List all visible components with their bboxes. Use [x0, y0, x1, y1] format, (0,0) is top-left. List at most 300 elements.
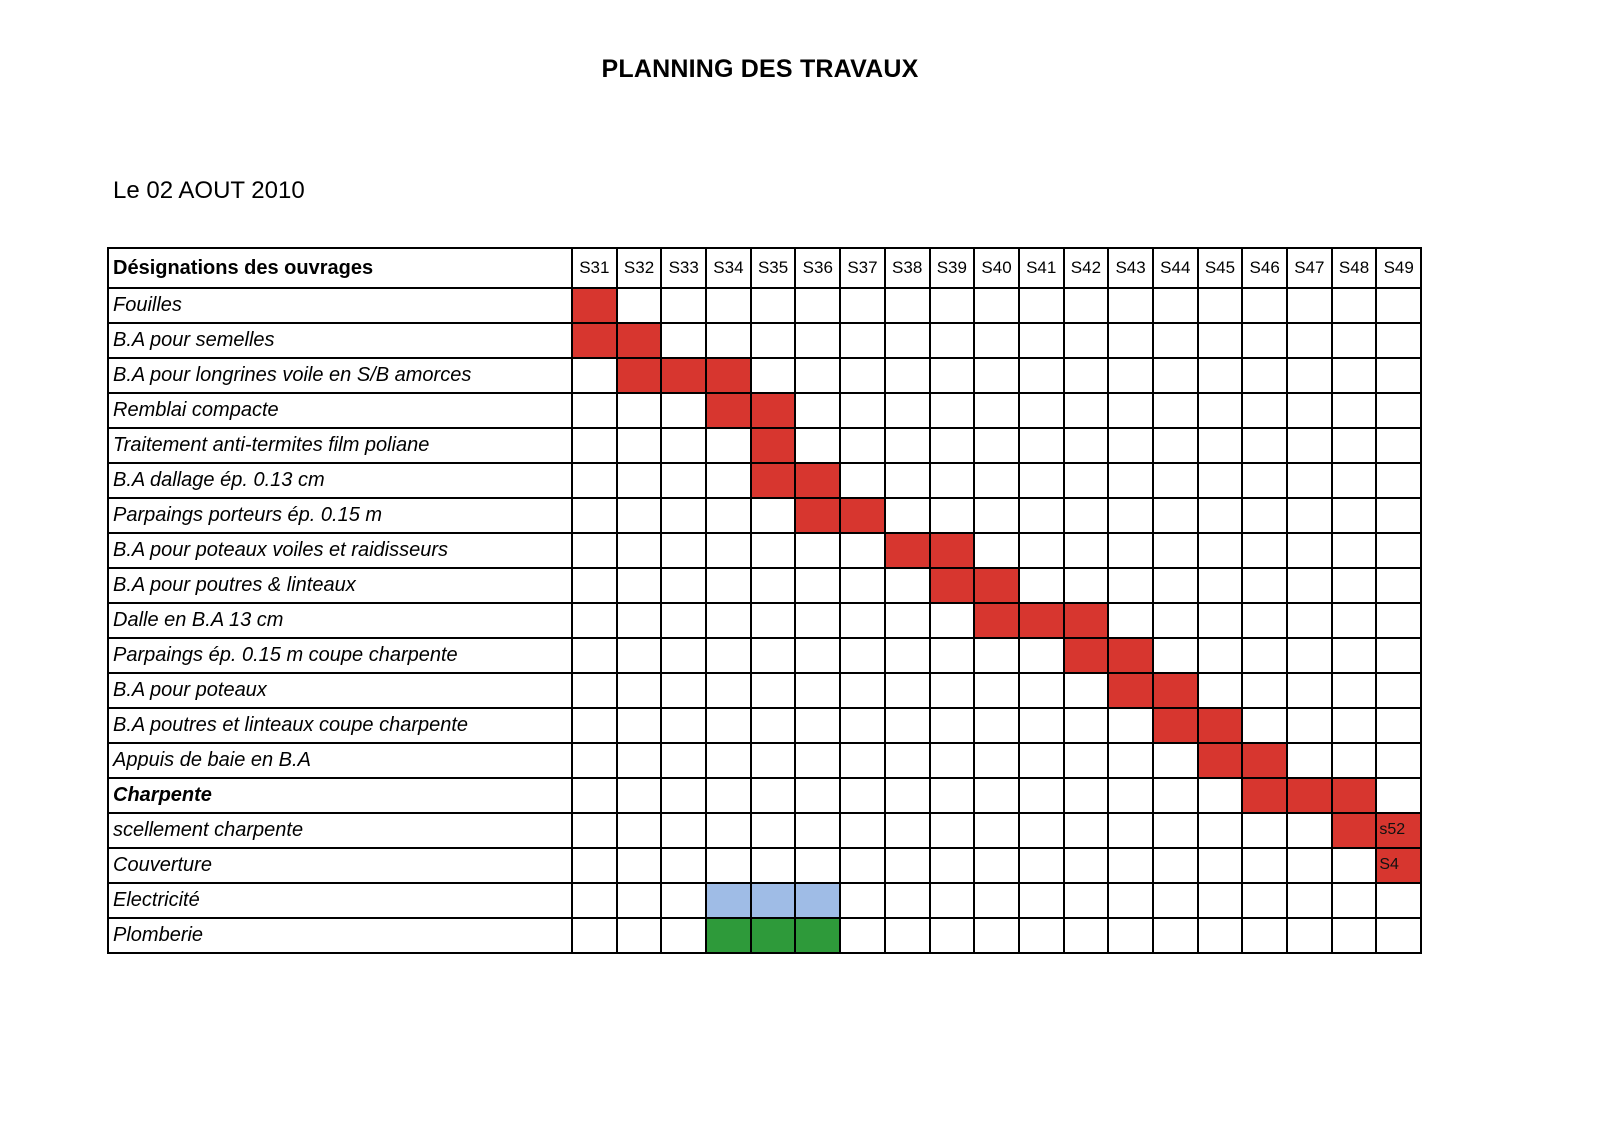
gantt-empty-cell-s49: [1376, 603, 1421, 638]
table-row: [108, 463, 1421, 498]
gantt-empty-cell-s48: [1332, 358, 1377, 393]
gantt-empty-cell-s42: [1064, 533, 1109, 568]
table-row: [108, 533, 1421, 568]
gantt-empty-cell-s33: [661, 813, 706, 848]
gantt-bar-cell-s38: [885, 533, 930, 568]
gantt-empty-cell-s38: [885, 288, 930, 323]
gantt-empty-cell-s39: [930, 603, 975, 638]
gantt-empty-cell-s42: [1064, 428, 1109, 463]
gantt-empty-cell-s32: [617, 743, 662, 778]
gantt-empty-cell-s39: [930, 708, 975, 743]
gantt-empty-cell-s43: [1108, 358, 1153, 393]
table-row: [108, 708, 1421, 743]
header-label: Désignations des ouvrages: [108, 248, 572, 288]
gantt-empty-cell-s48: [1332, 848, 1377, 883]
gantt-empty-cell-s45: [1198, 393, 1243, 428]
gantt-empty-cell-s38: [885, 813, 930, 848]
gantt-empty-cell-s36: [795, 638, 840, 673]
gantt-empty-cell-s32: [617, 918, 662, 953]
gantt-empty-cell-s37: [840, 358, 885, 393]
gantt-empty-cell-s38: [885, 673, 930, 708]
gantt-empty-cell-s38: [885, 428, 930, 463]
gantt-empty-cell-s32: [617, 813, 662, 848]
gantt-empty-cell-s42: [1064, 463, 1109, 498]
planning-table-body: [108, 248, 1421, 953]
week-header-s44: S44: [1153, 248, 1198, 288]
gantt-empty-cell-s33: [661, 463, 706, 498]
gantt-bar-cell-s43: [1108, 673, 1153, 708]
gantt-empty-cell-s44: [1153, 778, 1198, 813]
gantt-empty-cell-s37: [840, 533, 885, 568]
gantt-empty-cell-s31: [572, 848, 617, 883]
gantt-empty-cell-s32: [617, 848, 662, 883]
gantt-empty-cell-s48: [1332, 708, 1377, 743]
gantt-empty-cell-s32: [617, 638, 662, 673]
gantt-bar-cell-s35: [751, 918, 796, 953]
week-header-s48: S48: [1332, 248, 1377, 288]
gantt-empty-cell-s33: [661, 323, 706, 358]
gantt-empty-cell-s39: [930, 428, 975, 463]
gantt-empty-cell-s35: [751, 358, 796, 393]
gantt-empty-cell-s45: [1198, 778, 1243, 813]
gantt-bar-cell-s39: [930, 533, 975, 568]
gantt-empty-cell-s43: [1108, 428, 1153, 463]
gantt-empty-cell-s47: [1287, 358, 1332, 393]
gantt-empty-cell-s34: [706, 533, 751, 568]
gantt-empty-cell-s46: [1242, 918, 1287, 953]
planning-table: [107, 247, 1422, 954]
table-header-row: [108, 248, 1421, 288]
document-title: PLANNING DES TRAVAUX: [601, 55, 919, 83]
gantt-empty-cell-s44: [1153, 533, 1198, 568]
week-header-s31: S31: [572, 248, 617, 288]
gantt-empty-cell-s38: [885, 463, 930, 498]
gantt-empty-cell-s49: [1376, 288, 1421, 323]
gantt-empty-cell-s33: [661, 428, 706, 463]
gantt-empty-cell-s37: [840, 708, 885, 743]
gantt-bar-cell-s46: [1242, 778, 1287, 813]
gantt-empty-cell-s45: [1198, 918, 1243, 953]
gantt-empty-cell-s45: [1198, 463, 1243, 498]
gantt-empty-cell-s35: [751, 778, 796, 813]
gantt-empty-cell-s36: [795, 323, 840, 358]
gantt-empty-cell-s32: [617, 603, 662, 638]
task-label: B.A pour poutres & linteaux: [108, 568, 572, 603]
gantt-empty-cell-s31: [572, 918, 617, 953]
gantt-bar-cell-s40: [974, 603, 1019, 638]
gantt-empty-cell-s40: [974, 883, 1019, 918]
gantt-bar-cell-s35: [751, 883, 796, 918]
gantt-empty-cell-s43: [1108, 463, 1153, 498]
table-row: [108, 498, 1421, 533]
gantt-empty-cell-s45: [1198, 288, 1243, 323]
task-label: Parpaings ép. 0.15 m coupe charpente: [108, 638, 572, 673]
task-label: scellement charpente: [108, 813, 572, 848]
gantt-empty-cell-s35: [751, 673, 796, 708]
gantt-empty-cell-s47: [1287, 743, 1332, 778]
gantt-empty-cell-s46: [1242, 813, 1287, 848]
gantt-empty-cell-s49: [1376, 918, 1421, 953]
gantt-empty-cell-s31: [572, 358, 617, 393]
gantt-empty-cell-s39: [930, 673, 975, 708]
gantt-bar-cell-s34: [706, 918, 751, 953]
gantt-empty-cell-s35: [751, 813, 796, 848]
gantt-empty-cell-s49: [1376, 778, 1421, 813]
gantt-empty-cell-s43: [1108, 813, 1153, 848]
gantt-empty-cell-s47: [1287, 498, 1332, 533]
task-label: Plomberie: [108, 918, 572, 953]
gantt-empty-cell-s41: [1019, 708, 1064, 743]
gantt-empty-cell-s49: [1376, 673, 1421, 708]
gantt-empty-cell-s38: [885, 778, 930, 813]
gantt-empty-cell-s44: [1153, 428, 1198, 463]
gantt-empty-cell-s38: [885, 498, 930, 533]
gantt-empty-cell-s43: [1108, 393, 1153, 428]
gantt-empty-cell-s46: [1242, 393, 1287, 428]
gantt-empty-cell-s40: [974, 358, 1019, 393]
gantt-empty-cell-s43: [1108, 288, 1153, 323]
week-header-s46: S46: [1242, 248, 1287, 288]
gantt-empty-cell-s42: [1064, 778, 1109, 813]
gantt-empty-cell-s45: [1198, 428, 1243, 463]
gantt-bar-cell-s43: [1108, 638, 1153, 673]
table-row: [108, 288, 1421, 323]
document-date: Le 02 AOUT 2010: [113, 177, 305, 204]
gantt-empty-cell-s38: [885, 603, 930, 638]
gantt-empty-cell-s40: [974, 778, 1019, 813]
gantt-empty-cell-s49: [1376, 323, 1421, 358]
gantt-empty-cell-s45: [1198, 568, 1243, 603]
table-row: [108, 813, 1421, 848]
week-header-s42: S42: [1064, 248, 1109, 288]
gantt-empty-cell-s34: [706, 673, 751, 708]
gantt-empty-cell-s47: [1287, 288, 1332, 323]
gantt-empty-cell-s34: [706, 708, 751, 743]
gantt-empty-cell-s42: [1064, 708, 1109, 743]
week-header-s34: S34: [706, 248, 751, 288]
gantt-empty-cell-s35: [751, 288, 796, 323]
gantt-empty-cell-s44: [1153, 358, 1198, 393]
gantt-empty-cell-s42: [1064, 848, 1109, 883]
gantt-empty-cell-s38: [885, 568, 930, 603]
gantt-empty-cell-s45: [1198, 848, 1243, 883]
gantt-empty-cell-s46: [1242, 673, 1287, 708]
gantt-empty-cell-s49: [1376, 708, 1421, 743]
gantt-bar-cell-s47: [1287, 778, 1332, 813]
gantt-empty-cell-s36: [795, 708, 840, 743]
week-header-s32: S32: [617, 248, 662, 288]
table-row: [108, 393, 1421, 428]
task-label: Fouilles: [108, 288, 572, 323]
gantt-empty-cell-s34: [706, 813, 751, 848]
gantt-empty-cell-s35: [751, 708, 796, 743]
gantt-empty-cell-s46: [1242, 498, 1287, 533]
gantt-empty-cell-s36: [795, 813, 840, 848]
gantt-empty-cell-s45: [1198, 813, 1243, 848]
gantt-empty-cell-s42: [1064, 673, 1109, 708]
table-row: [108, 918, 1421, 953]
gantt-empty-cell-s40: [974, 288, 1019, 323]
gantt-empty-cell-s34: [706, 288, 751, 323]
gantt-empty-cell-s42: [1064, 288, 1109, 323]
gantt-empty-cell-s46: [1242, 848, 1287, 883]
gantt-empty-cell-s44: [1153, 393, 1198, 428]
gantt-empty-cell-s40: [974, 463, 1019, 498]
week-header-s45: S45: [1198, 248, 1243, 288]
task-label: B.A dallage ép. 0.13 cm: [108, 463, 572, 498]
task-label: B.A pour poteaux voiles et raidisseurs: [108, 533, 572, 568]
gantt-empty-cell-s40: [974, 918, 1019, 953]
gantt-empty-cell-s35: [751, 603, 796, 638]
gantt-empty-cell-s46: [1242, 603, 1287, 638]
task-label: Appuis de baie en B.A: [108, 743, 572, 778]
gantt-empty-cell-s37: [840, 848, 885, 883]
gantt-empty-cell-s37: [840, 813, 885, 848]
gantt-empty-cell-s37: [840, 638, 885, 673]
gantt-empty-cell-s32: [617, 708, 662, 743]
gantt-bar-cell-s31: [572, 288, 617, 323]
gantt-empty-cell-s36: [795, 848, 840, 883]
gantt-empty-cell-s49: [1376, 638, 1421, 673]
task-label: Charpente: [108, 778, 572, 813]
gantt-empty-cell-s44: [1153, 568, 1198, 603]
gantt-empty-cell-s39: [930, 778, 975, 813]
gantt-empty-cell-s31: [572, 638, 617, 673]
gantt-empty-cell-s32: [617, 463, 662, 498]
task-label: Parpaings porteurs ép. 0.15 m: [108, 498, 572, 533]
gantt-empty-cell-s47: [1287, 428, 1332, 463]
gantt-empty-cell-s43: [1108, 883, 1153, 918]
gantt-empty-cell-s45: [1198, 673, 1243, 708]
gantt-empty-cell-s45: [1198, 498, 1243, 533]
week-header-s35: S35: [751, 248, 796, 288]
gantt-bar-cell-s34: [706, 883, 751, 918]
gantt-empty-cell-s37: [840, 918, 885, 953]
gantt-empty-cell-s33: [661, 708, 706, 743]
gantt-empty-cell-s41: [1019, 743, 1064, 778]
gantt-empty-cell-s32: [617, 533, 662, 568]
gantt-empty-cell-s38: [885, 323, 930, 358]
gantt-empty-cell-s40: [974, 428, 1019, 463]
gantt-bar-cell-s42: [1064, 603, 1109, 638]
gantt-empty-cell-s48: [1332, 568, 1377, 603]
gantt-empty-cell-s39: [930, 638, 975, 673]
gantt-empty-cell-s39: [930, 813, 975, 848]
gantt-empty-cell-s38: [885, 638, 930, 673]
gantt-empty-cell-s41: [1019, 498, 1064, 533]
week-header-s43: S43: [1108, 248, 1153, 288]
gantt-empty-cell-s33: [661, 533, 706, 568]
gantt-empty-cell-s37: [840, 778, 885, 813]
gantt-bar-cell-s36: [795, 883, 840, 918]
gantt-empty-cell-s45: [1198, 533, 1243, 568]
gantt-bar-cell-s37: [840, 498, 885, 533]
gantt-empty-cell-s32: [617, 673, 662, 708]
gantt-empty-cell-s49: [1376, 568, 1421, 603]
gantt-empty-cell-s36: [795, 533, 840, 568]
gantt-empty-cell-s48: [1332, 288, 1377, 323]
gantt-empty-cell-s46: [1242, 568, 1287, 603]
gantt-empty-cell-s38: [885, 708, 930, 743]
gantt-empty-cell-s46: [1242, 358, 1287, 393]
table-row: [108, 743, 1421, 778]
gantt-empty-cell-s44: [1153, 603, 1198, 638]
gantt-empty-cell-s42: [1064, 568, 1109, 603]
gantt-empty-cell-s38: [885, 848, 930, 883]
gantt-empty-cell-s41: [1019, 813, 1064, 848]
gantt-empty-cell-s48: [1332, 918, 1377, 953]
gantt-empty-cell-s39: [930, 848, 975, 883]
gantt-empty-cell-s31: [572, 813, 617, 848]
gantt-empty-cell-s45: [1198, 358, 1243, 393]
gantt-empty-cell-s43: [1108, 778, 1153, 813]
gantt-empty-cell-s33: [661, 848, 706, 883]
week-header-s47: S47: [1287, 248, 1332, 288]
gantt-empty-cell-s34: [706, 428, 751, 463]
gantt-empty-cell-s31: [572, 568, 617, 603]
task-label: Traitement anti-termites film poliane: [108, 428, 572, 463]
gantt-empty-cell-s38: [885, 883, 930, 918]
gantt-bar-cell-s44: [1153, 673, 1198, 708]
week-header-s36: S36: [795, 248, 840, 288]
gantt-empty-cell-s36: [795, 778, 840, 813]
gantt-empty-cell-s42: [1064, 498, 1109, 533]
task-label: Couverture: [108, 848, 572, 883]
gantt-empty-cell-s33: [661, 498, 706, 533]
gantt-empty-cell-s47: [1287, 393, 1332, 428]
gantt-empty-cell-s42: [1064, 323, 1109, 358]
gantt-empty-cell-s44: [1153, 883, 1198, 918]
gantt-empty-cell-s40: [974, 498, 1019, 533]
gantt-empty-cell-s36: [795, 393, 840, 428]
gantt-empty-cell-s40: [974, 533, 1019, 568]
gantt-empty-cell-s48: [1332, 428, 1377, 463]
gantt-empty-cell-s45: [1198, 323, 1243, 358]
gantt-empty-cell-s47: [1287, 883, 1332, 918]
gantt-empty-cell-s39: [930, 743, 975, 778]
gantt-empty-cell-s43: [1108, 918, 1153, 953]
gantt-empty-cell-s35: [751, 568, 796, 603]
gantt-empty-cell-s39: [930, 463, 975, 498]
gantt-bar-cell-s44: [1153, 708, 1198, 743]
gantt-empty-cell-s41: [1019, 848, 1064, 883]
gantt-empty-cell-s46: [1242, 883, 1287, 918]
gantt-empty-cell-s35: [751, 498, 796, 533]
gantt-empty-cell-s32: [617, 288, 662, 323]
table-row: [108, 778, 1421, 813]
gantt-empty-cell-s33: [661, 673, 706, 708]
gantt-empty-cell-s32: [617, 428, 662, 463]
gantt-empty-cell-s32: [617, 883, 662, 918]
gantt-empty-cell-s48: [1332, 463, 1377, 498]
gantt-empty-cell-s38: [885, 743, 930, 778]
task-label: Remblai compacte: [108, 393, 572, 428]
gantt-empty-cell-s36: [795, 568, 840, 603]
gantt-empty-cell-s44: [1153, 498, 1198, 533]
week-header-s40: S40: [974, 248, 1019, 288]
table-row: [108, 323, 1421, 358]
gantt-bar-cell-s34: [706, 358, 751, 393]
gantt-empty-cell-s48: [1332, 498, 1377, 533]
gantt-bar-cell-s32: [617, 323, 662, 358]
gantt-empty-cell-s41: [1019, 428, 1064, 463]
gantt-empty-cell-s40: [974, 393, 1019, 428]
gantt-empty-cell-s47: [1287, 673, 1332, 708]
gantt-empty-cell-s39: [930, 393, 975, 428]
gantt-empty-cell-s31: [572, 428, 617, 463]
gantt-empty-cell-s40: [974, 848, 1019, 883]
gantt-empty-cell-s44: [1153, 288, 1198, 323]
gantt-empty-cell-s34: [706, 603, 751, 638]
cell-note: s52: [1379, 821, 1406, 838]
gantt-empty-cell-s45: [1198, 603, 1243, 638]
gantt-empty-cell-s32: [617, 498, 662, 533]
week-header-s33: S33: [661, 248, 706, 288]
task-label: B.A poutres et linteaux coupe charpente: [108, 708, 572, 743]
gantt-empty-cell-s46: [1242, 533, 1287, 568]
gantt-empty-cell-s48: [1332, 603, 1377, 638]
gantt-empty-cell-s33: [661, 778, 706, 813]
gantt-empty-cell-s34: [706, 743, 751, 778]
gantt-empty-cell-s46: [1242, 428, 1287, 463]
gantt-empty-cell-s44: [1153, 323, 1198, 358]
gantt-empty-cell-s43: [1108, 603, 1153, 638]
gantt-empty-cell-s44: [1153, 463, 1198, 498]
gantt-empty-cell-s37: [840, 883, 885, 918]
table-row: [108, 428, 1421, 463]
gantt-empty-cell-s42: [1064, 918, 1109, 953]
gantt-empty-cell-s49: [1376, 393, 1421, 428]
gantt-empty-cell-s31: [572, 708, 617, 743]
gantt-bar-cell-s46: [1242, 743, 1287, 778]
gantt-empty-cell-s44: [1153, 918, 1198, 953]
task-label: Dalle en B.A 13 cm: [108, 603, 572, 638]
gantt-empty-cell-s45: [1198, 638, 1243, 673]
gantt-empty-cell-s48: [1332, 638, 1377, 673]
gantt-empty-cell-s43: [1108, 533, 1153, 568]
gantt-bar-cell-s36: [795, 918, 840, 953]
gantt-empty-cell-s34: [706, 498, 751, 533]
gantt-empty-cell-s33: [661, 288, 706, 323]
gantt-empty-cell-s42: [1064, 358, 1109, 393]
gantt-empty-cell-s41: [1019, 568, 1064, 603]
gantt-empty-cell-s31: [572, 673, 617, 708]
gantt-empty-cell-s47: [1287, 848, 1332, 883]
gantt-bar-cell-s48: [1332, 813, 1377, 848]
gantt-empty-cell-s39: [930, 883, 975, 918]
gantt-empty-cell-s49: [1376, 358, 1421, 393]
gantt-empty-cell-s41: [1019, 533, 1064, 568]
gantt-empty-cell-s36: [795, 358, 840, 393]
task-label: B.A pour poteaux: [108, 673, 572, 708]
gantt-empty-cell-s36: [795, 673, 840, 708]
gantt-empty-cell-s43: [1108, 568, 1153, 603]
gantt-empty-cell-s34: [706, 848, 751, 883]
gantt-empty-cell-s48: [1332, 743, 1377, 778]
gantt-empty-cell-s39: [930, 498, 975, 533]
week-header-s41: S41: [1019, 248, 1064, 288]
gantt-empty-cell-s49: [1376, 498, 1421, 533]
table-row: [108, 358, 1421, 393]
gantt-empty-cell-s33: [661, 393, 706, 428]
table-row: [108, 848, 1421, 883]
gantt-empty-cell-s39: [930, 288, 975, 323]
gantt-empty-cell-s41: [1019, 673, 1064, 708]
gantt-empty-cell-s47: [1287, 918, 1332, 953]
gantt-empty-cell-s34: [706, 463, 751, 498]
gantt-empty-cell-s32: [617, 393, 662, 428]
gantt-empty-cell-s40: [974, 673, 1019, 708]
